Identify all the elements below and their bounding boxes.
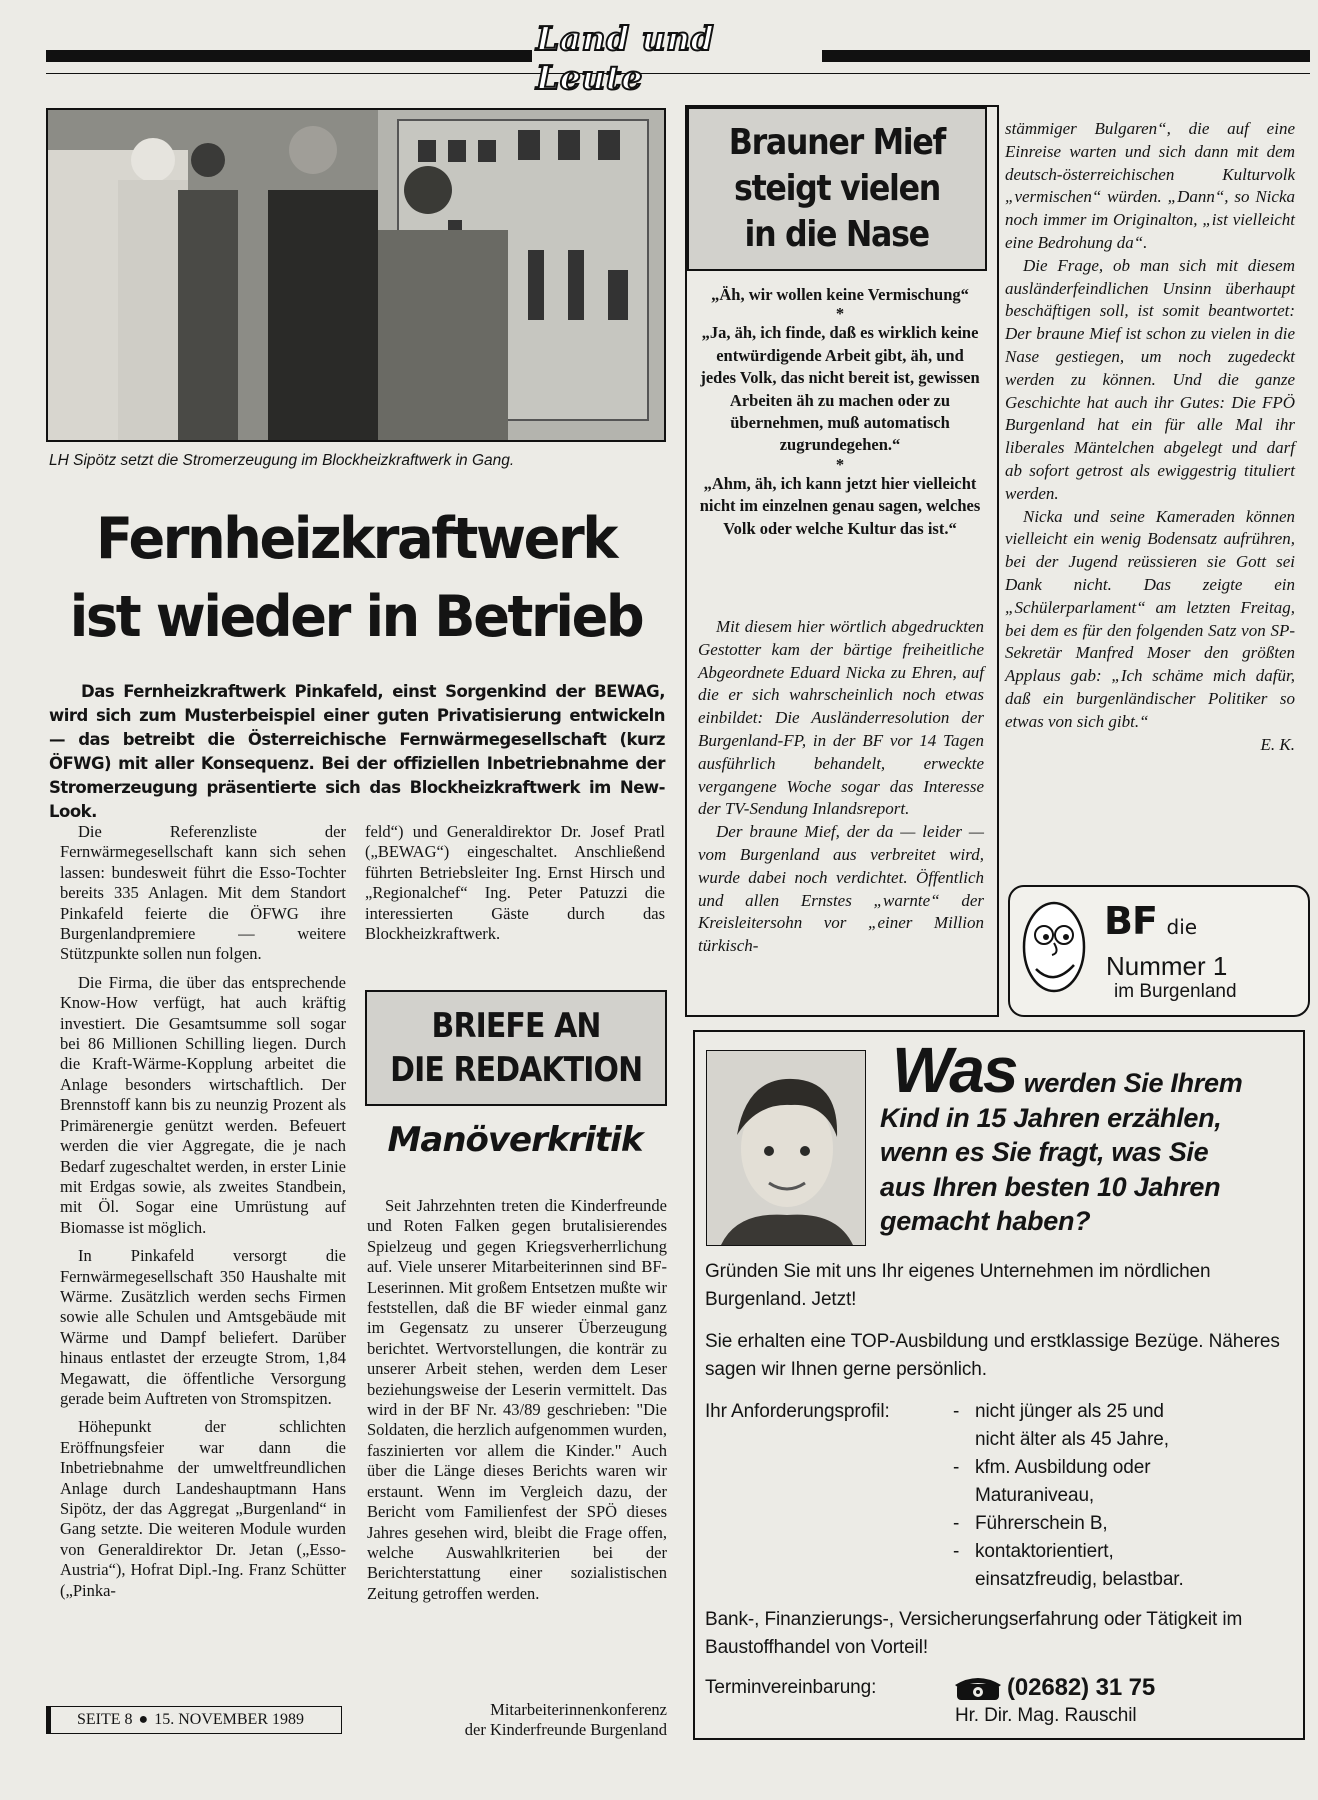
section-rule-right xyxy=(822,50,1310,62)
commentary-quotes xyxy=(697,284,983,540)
quote-separator-2: * xyxy=(835,454,845,474)
photo-caption: LH Sipötz setzt die Stromerzeugung im Blockheizkraftwerk in Gang. xyxy=(49,452,515,469)
ad-paragraph-1: Gründen Sie mit uns Ihr eigenes Unternehmen im nördlichen Burgenland. Jetzt! xyxy=(705,1261,1211,1310)
section-rule-left xyxy=(46,50,532,62)
quote-2: „Ja, äh, ich finde, daß es wirklich keine entwürdigende Arbeit gibt, äh, und jedes Volk, das nicht bereit ist, gewissen Arbeiten äh zu machen oder zu übernehmen, muß automatisch zugrundegehen.“ xyxy=(700,323,980,455)
requirement-item: - kfm. Ausbildung oder Maturaniveau, xyxy=(953,1457,1151,1506)
contact-person: Hr. Dir. Mag. Rauschil xyxy=(955,1705,1137,1726)
commentary-paragraph-4: Die Frage, ob man sich mit diesem ausländerfeindlichen Unsinn überhaupt beschäftigen soll, ist somit beantwortet: Der braune Mief ist schon zu vielen in die Nase gestiegen, um noch zugedeckt werden zu können. Und die ganze Geschichte hat auch ihr Gutes: Die FPÖ Burgenland hat ein für alle Mal ihr liberales Mäntelchen abgelegt und darf ab sofort getrost als ewiggestrig tituliert werden. xyxy=(1005,255,1295,503)
commentary-right-text xyxy=(1005,118,1295,756)
ad-big-word: Was xyxy=(892,1034,1017,1106)
bf-badge xyxy=(1008,885,1310,1017)
ad-paragraph-2: Sie erhalten eine TOP-Ausbildung und erstklassige Bezüge. Näheres sagen wir Ihnen gerne persönlich. xyxy=(705,1331,1280,1380)
power-plant-photo-image xyxy=(48,110,664,440)
requirements-block xyxy=(705,1398,1295,1594)
requirement-item: - nicht jünger als 25 und nicht älter als 45 Jahre, xyxy=(953,1401,1169,1450)
profile-label: Ihr Anforderungsprofil: xyxy=(705,1401,890,1422)
commentary-left-text xyxy=(698,616,984,958)
page-footer xyxy=(46,1706,342,1734)
footer-bullet: ● xyxy=(138,1711,149,1728)
requirement-item: - Führerschein B, xyxy=(953,1513,1108,1534)
requirements-list xyxy=(953,1398,1199,1594)
commentary-author: E. K. xyxy=(1260,734,1295,754)
quote-1: „Äh, wir wollen keine Vermischung“ xyxy=(711,285,969,304)
quote-3: „Ahm, äh, ich kann jetzt hier vielleicht nicht im einzelnen genau sagen, welches Volk oder welche Kultur das ist.“ xyxy=(699,473,981,538)
main-paragraph-5: feld“) und Generaldirektor Dr. Josef Pratl („BEWAG“) eingeschaltet. Anschließend führten Betriebsleiter Ing. Ernst Hirsch und „Regionalchef“ Ing. Peter Patuzzi die interessierten Gäste durch das Blockheizkraftwerk. xyxy=(365,822,665,944)
child-portrait xyxy=(707,1051,865,1245)
commentary-headline-box: Brauner Mief steigt vielen in die Nase xyxy=(687,107,987,271)
commentary-paragraph-2: Der braune Mief, der da — leider — vom Burgenland aus verbreitet wird, wurde dabei noch verdichtet. Öffentlich und allen Ernstes „warnte“ der Kreisleitersohn vor „einer Million türkisch- xyxy=(698,822,984,956)
page-label: SEITE 8 xyxy=(77,1711,133,1728)
requirement-item: - kontaktorientiert, einsatzfreudig, belastbar. xyxy=(953,1541,1184,1590)
bf-badge-line2: Nummer 1 xyxy=(1106,951,1228,981)
letters-signature: Mitarbeiterinnenkonferenz der Kinderfreunde Burgenland xyxy=(464,1700,667,1739)
power-plant-photo xyxy=(46,108,666,442)
ad-paragraph-3: Bank-, Finanzierungs-, Versicherungserfahrung oder Tätigkeit im Baustoffhandel von Vorteil! xyxy=(705,1609,1243,1658)
letters-box: BRIEFE AN DIE REDAKTION xyxy=(365,990,667,1106)
letters-headline: Manöverkritik xyxy=(387,1120,643,1160)
ad-body xyxy=(705,1258,1295,1730)
section-title: Land und Leute xyxy=(536,19,715,97)
appointment-label: Terminvereinbarung: xyxy=(705,1677,877,1698)
commentary-paragraph-5: Nicka und seine Kameraden können vielleicht ein wenig Bodensatz aufrühren, bei der Jugend reüssieren sie Gott sei Dank nicht. Das zeigte ein „Schülerparlament“ am letzten Freitag, bei dem es für den folgenden Satz von SP-Sekretär Manfred Moser den größten Applaus gab: „Ich schäme mich dafür, daß ein burgenländischer Politiker so etwas von sich gibt.“ xyxy=(1005,506,1295,731)
phone-number[interactable]: (02682) 31 75 xyxy=(1007,1674,1156,1701)
ad-headline: Was werden Sie Ihrem Kind in 15 Jahren erzählen, wenn es Sie fragt, was Sie aus Ihren besten 10 Jahren gemacht haben? xyxy=(880,1034,1243,1236)
mascot-icon xyxy=(1014,891,1094,1011)
main-paragraph-3: In Pinkafeld versorgt die Fernwärmegesellschaft 350 Haushalte mit Wärme. Zusätzlich werden sechs Firmen sowie alle Schulen und Amtsgebäude mit Wärme und Dampf beliefert. Darüber hinaus entlastet der erzeugte Strom, 1,84 Megawatt, die öffentliche Versorgung gerade beim Auftreten von Stromspitzen. xyxy=(60,1246,346,1408)
main-article-column-2 xyxy=(365,822,665,944)
main-paragraph-2: Die Firma, die über das entsprechende Know-How verfügt, hat auch kräftig investiert. Die Gesamtsumme soll sogar bei 86 Millionen Schilling liegen. Durch die Kraft-Wärme-Kopplung arbeitet die Anlage besonders wirtschaftlich. Der Brennstoff kann bis zu neunzig Prozent als Primärenergie genützt werden. Befeuert werden die vier Aggregate, die je nach Bedarf zugeschaltet werden, in erster Linie mit Erdgas sowie, als zweites Standbein, mit Öl. Sogar eine Umrüstung auf Biomasse ist möglich. xyxy=(60,972,346,1237)
child-photo xyxy=(706,1050,866,1246)
main-paragraph-4: Höhepunkt der schlichten Eröffnungsfeier war dann die Inbetriebnahme der umweltfreundlichen Anlage durch Landeshauptmann Hans Sipötz, der das Aggregat „Burgenland“ in Gang setzte. Die weiteren Module wurden von Generaldirektor Dr. Jetan („Esso-Austria“), Hofrat Dipl.-Ing. Franz Schütter („Pinka- xyxy=(60,1417,346,1600)
commentary-paragraph-1: Mit diesem hier wörtlich abgedruckten Gestotter kam der bärtige freiheitliche Abgeordnete Eduard Nicka zu Ehren, auf die er sich wahrscheinlich noch etwas einbildet: Die Ausländerresolution der Burgenland-FP, in der BF vor 14 Tagen ausführlich behandelt, erweckte vergangene Woche sogar das Interesse der TV-Sendung Inlandsreport. xyxy=(698,617,984,819)
main-lead: Das Fernheizkraftwerk Pinkafeld, einst Sorgenkind der BEWAG, wird sich zum Musterbeispiel einer guten Privatisierung entwickeln — das betreibt die Österreichische Fernwärmegesellschaft (kurz ÖFWG) mit aller Konsequenz. Bei der offiziellen Inbetriebnahme der Stromerzeugung präsentierte sich das Blockheizkraftwerk im New-Look. xyxy=(49,682,665,821)
appointment-row xyxy=(705,1674,1295,1730)
quote-separator-1: * xyxy=(835,304,845,324)
bf-badge-line3: im Burgenland xyxy=(1114,981,1237,1002)
bf-logo: BF die xyxy=(1104,899,1198,943)
telephone-icon xyxy=(953,1675,1003,1701)
main-article-column-1 xyxy=(60,822,346,1601)
letters-body: Seit Jahrzehnten treten die Kinderfreunde und Roten Falken gegen brutalisierendes Spielzeug und gegen Kriegsverherrlichung auf. Viele unserer Mitarbeiterinnen sind BF-Leserinnen. Mit großem Entsetzen mußte wir feststellen, daß die BF wieder einmal ganz im Gegensatz zu unserer Überzeugung berichtet. Wertvorstellungen, die konträr zu unserer Arbeit stehen, werden dem Leser beziehungsweise der Leserin vermittelt. Das wird in der BF Nr. 43/89 geschrieben: "Die Soldaten, die herzlich aufgenommen wurden, faszinierten vor allem die Kinder." Auch über die Länge dieses Berichts waren wir erstaunt. Wenn im Vergleich dazu, der Bericht vom Familienfest der SPÖ dieses Jahres gesehen wird, bleibt die Frage offen, welche Auswahlkriterien bei der Berichterstattung einer sozialistischen Zeitung getroffen werden. xyxy=(367,1196,667,1603)
main-paragraph-1: Die Referenzliste der Fernwärmegesellschaft kann sich sehen lassen: bundesweit führt die Esso-Tochter bereits 335 Anlagen. Mit dem Standort Pinkafeld feierte die ÖFWG ihre Burgenlandpremiere — weitere Stützpunkte sollen nun folgen. xyxy=(60,822,346,964)
page-date: 15. NOVEMBER 1989 xyxy=(154,1711,304,1728)
contact-block xyxy=(953,1674,1155,1730)
commentary-paragraph-3: stämmiger Bulgaren“, die auf eine Einreise warten und sich dann mit dem deutsch-österreichischen Kulturvolk „vermischen“ würden. „Dann“, so Nicka noch immer im Originalton, „ist vielleicht eine Bedrohung da“. xyxy=(1005,119,1295,252)
main-headline: Fernheizkraftwerk ist wieder in Betrieb xyxy=(69,506,643,650)
